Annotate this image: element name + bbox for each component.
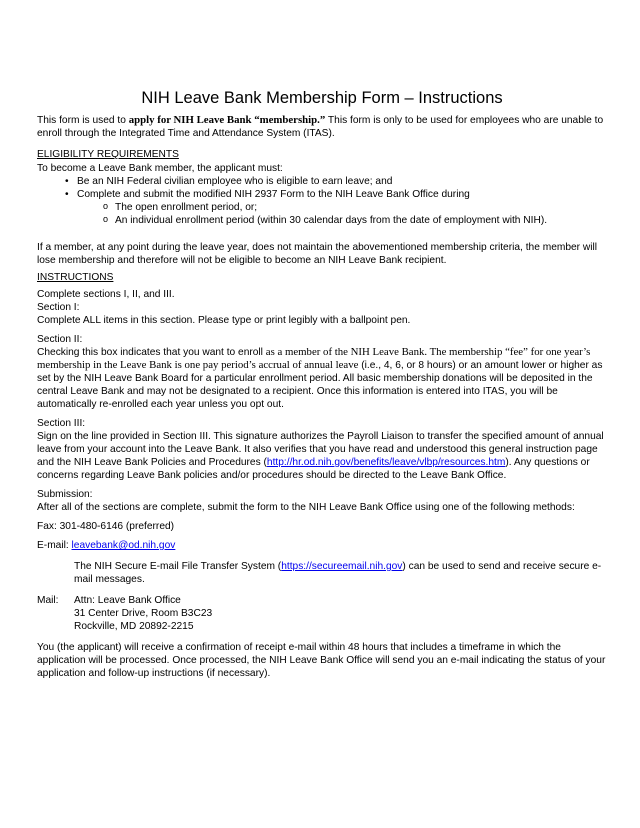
list-item [103, 201, 607, 214]
intro-paragraph [37, 114, 607, 140]
complete-sections-text: Complete sections I, II, and III. [37, 289, 175, 300]
sub-bullet-text: The open enrollment period, or; [115, 202, 258, 213]
document-page [37, 88, 607, 680]
membership-warning: If a member, at any point during the leave year, does not maintain the abovementioned membership criteria, the member will lose membership and therefore will not be eligible to become an NIH Leave Bank recipient. [37, 242, 598, 266]
list-item [65, 175, 607, 188]
closing-paragraph: You (the applicant) will receive a confirmation of receipt e-mail within 48 hours that includes a timeframe in which the application will be processed. Once processed, the NIH Leave Bank Office will send you an e-mail indicating the status of your application and follow-up instructions (if necessary). [37, 642, 606, 679]
eligibility-lead: To become a Leave Bank member, the applicant must: [37, 163, 283, 174]
address-line: Attn: Leave Bank Office [74, 595, 181, 606]
submission-text: After all of the sections are complete, submit the form to the NIH Leave Bank Office using one of the following methods: [37, 502, 575, 513]
list-item [103, 214, 607, 227]
address-line: Rockville, MD 20892-2215 [74, 621, 194, 632]
page-title: NIH Leave Bank Membership Form – Instructions [141, 89, 503, 107]
section-2-text-b: as a member of the NIH Leave Bank. The membership “fee” for one year’s membership in the Leave Bank is one pay period’s accrual of annual leave [37, 346, 591, 371]
section-2-heading: Section II: [37, 334, 83, 345]
fax-line: Fax: 301-480-6146 (preferred) [37, 521, 175, 532]
section-3-text [37, 430, 607, 482]
eligibility-list [37, 175, 607, 227]
section-3-heading: Section III: [37, 418, 86, 429]
enrollment-period-list [77, 201, 607, 227]
intro-text-1: This form is used to [37, 115, 129, 126]
intro-bold-text: apply for NIH Leave Bank “membership.” [128, 114, 326, 126]
sub-bullet-text: An individual enrollment period (within 30 calendar days from the date of employment with NIH). [115, 215, 548, 226]
policies-link[interactable]: http://hr.od.nih.gov/benefits/leave/vlbp/resources.htm [266, 457, 506, 468]
secure-email-text-a: The NIH Secure E-mail File Transfer System ( [74, 561, 282, 572]
mail-label: Mail: [37, 595, 59, 606]
bullet-text: Complete and submit the modified NIH 2937 Form to the NIH Leave Bank Office during [77, 189, 470, 200]
section-1-text: Complete ALL items in this section. Please type or print legibly with a ballpoint pen. [37, 315, 411, 326]
section-2-text [37, 346, 607, 411]
email-link[interactable]: leavebank@od.nih.gov [71, 540, 176, 551]
section-1-heading: Section I: [37, 302, 80, 313]
intro-text-3: This form is only to be used for employees who are unable to enroll through the Integrated Time and Attendance System (ITAS). [37, 115, 604, 139]
email-label: E-mail: [37, 540, 72, 551]
list-item [65, 188, 607, 227]
submission-heading: Submission: [37, 489, 93, 500]
section-3-text-a: Sign on the line provided in Section III. This signature authorizes the Payroll Liaison to transfer the specified amount of annual leave from your account into the Leave Bank. It also verifies that you have read and understood this general instruction page and the NIH Leave Bank Policies and Procedures ( [37, 431, 604, 468]
address-line: 31 Center Drive, Room B3C23 [74, 608, 213, 619]
section-3-text-b: ). Any questions or concerns regarding Leave Bank policies and/or procedures should be directed to the Leave Bank Office. [37, 457, 590, 481]
eligibility-heading: ELIGIBILITY REQUIREMENTS [37, 149, 179, 160]
email-line [37, 539, 607, 552]
secure-email-text-b: ) can be used to send and receive secure e-mail messages. [74, 561, 602, 585]
instructions-heading: INSTRUCTIONS [37, 272, 114, 283]
secure-email-link[interactable]: https://secureemail.nih.gov [281, 561, 403, 572]
section-2-text-a: Checking this box indicates that you want to enroll [37, 347, 266, 358]
secure-email-text [37, 560, 607, 586]
mail-address-block [37, 594, 607, 633]
section-2-text-c: (i.e., 4, 6, or 8 hours) or an amount lower or higher as set by the NIH Leave Bank Board for a particular enrollment period. All basic membership donations will be deposited in the central Leave Bank and may not be designated to a recipient. Once this information is entered into ITAS, you will be automatically re-enrolled each year unless you opt out. [37, 360, 603, 410]
mail-address [74, 594, 212, 633]
bullet-text: Be an NIH Federal civilian employee who is eligible to earn leave; and [77, 176, 393, 187]
